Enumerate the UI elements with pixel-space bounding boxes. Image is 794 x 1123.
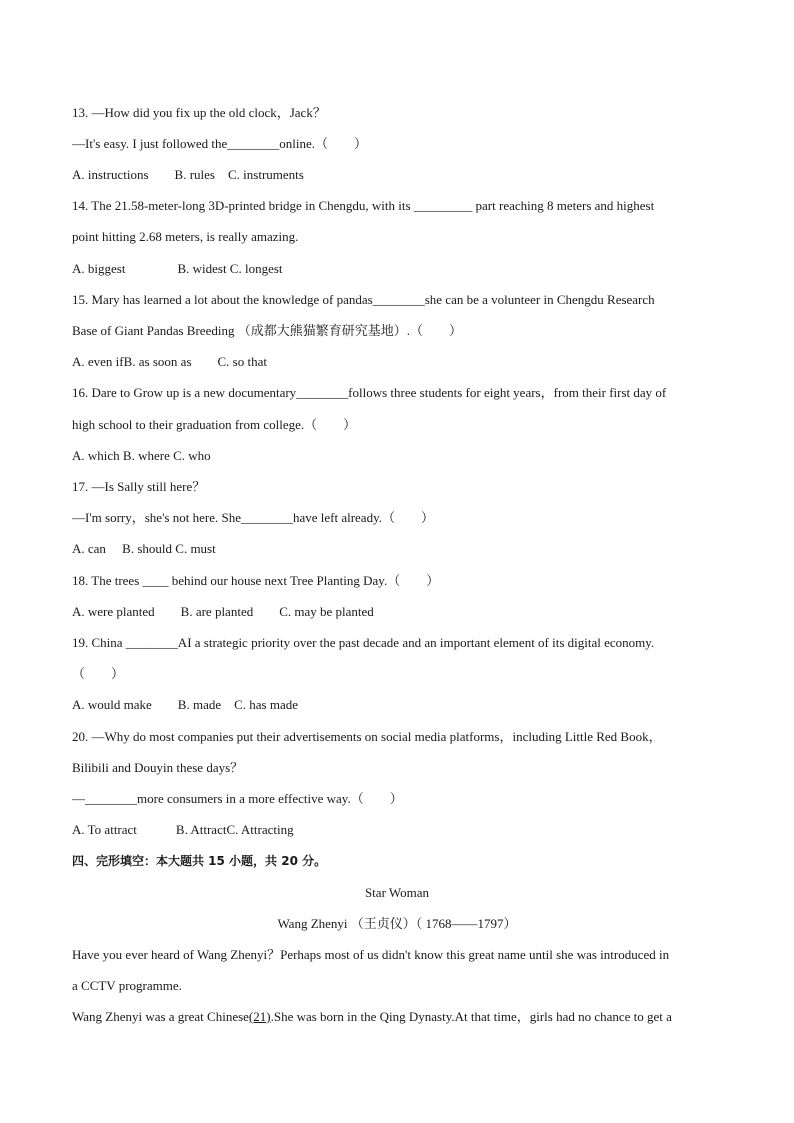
question-13-reply: —It's easy. I just followed the________online.（ ） — [72, 136, 368, 151]
question-19-stem: 19. China ________AI a strategic priority over the past decade and an important element of its digital economy. — [72, 635, 655, 650]
question-16-options: A. which B. where C. who — [72, 448, 211, 463]
question-19-options: A. would make B. made C. has made — [72, 697, 299, 712]
question-13-options: A. instructions B. rules C. instruments — [72, 167, 304, 182]
question-17-options: A. can B. should C. must — [72, 541, 216, 556]
passage-text: Wang Zhenyi was a great Chinese — [72, 1009, 249, 1024]
question-18-options: A. were planted B. are planted C. may be planted — [72, 604, 374, 619]
question-16-stem-cont: high school to their graduation from college.（ ） — [72, 417, 357, 432]
passage-subtitle: Wang Zhenyi （王贞仪）（ 1768——1797） — [277, 916, 517, 931]
question-15-stem: 15. Mary has learned a lot about the knowledge of pandas________she can be a volunteer in Chengdu Research — [72, 292, 655, 307]
question-17-reply: —I'm sorry，she's not here. She________have left already.（ ） — [72, 510, 434, 525]
question-15-options: A. even ifB. as soon as C. so that — [72, 354, 267, 369]
question-18-stem: 18. The trees ____ behind our house next Tree Planting Day.（ ） — [72, 573, 440, 588]
question-14-stem-cont: point hitting 2.68 meters, is really amazing. — [72, 229, 299, 244]
question-17-stem: 17. —Is Sally still here？ — [72, 479, 206, 494]
question-20-stem: 20. —Why do most companies put their advertisements on social media platforms，including Little Red Book， — [72, 729, 662, 744]
question-20-options: A. To attract B. AttractC. Attracting — [72, 822, 294, 837]
question-16-stem: 16. Dare to Grow up is a new documentary________follows three students for eight years，from their first day of — [72, 385, 667, 400]
passage-paragraph-1-line-2: a CCTV programme. — [72, 978, 182, 993]
question-14-options: A. biggest B. widest C. longest — [72, 261, 283, 276]
passage-paragraph-1-line-1: Have you ever heard of Wang Zhenyi？Perhaps most of us didn't know this great name until she was introduced in — [72, 947, 670, 962]
question-20-stem-cont: Bilibili and Douyin these days？ — [72, 760, 244, 775]
question-19-stem-cont: （ ） — [72, 666, 125, 681]
question-15-stem-cont: Base of Giant Pandas Breeding （成都大熊猫繁育研究基地）.（ ） — [72, 323, 462, 338]
question-13-stem: 13. —How did you fix up the old clock，Jack？ — [72, 105, 326, 120]
passage-paragraph-2-line-1 — [72, 1009, 734, 1025]
passage-text: .She was born in the Qing Dynasty.At that time，girls had no chance to get a — [270, 1009, 672, 1024]
passage-title: Star Woman — [364, 885, 430, 900]
section-heading: 四、完形填空：本大题共 15 小题，共 20 分。 — [72, 854, 327, 868]
question-14-stem: 14. The 21.58-meter-long 3D-printed bridge in Chengdu, with its _________ part reaching 8 meters and highest — [72, 198, 655, 213]
blank-21: (21) — [248, 1009, 271, 1024]
question-20-reply: —________more consumers in a more effective way.（ ） — [72, 791, 403, 806]
